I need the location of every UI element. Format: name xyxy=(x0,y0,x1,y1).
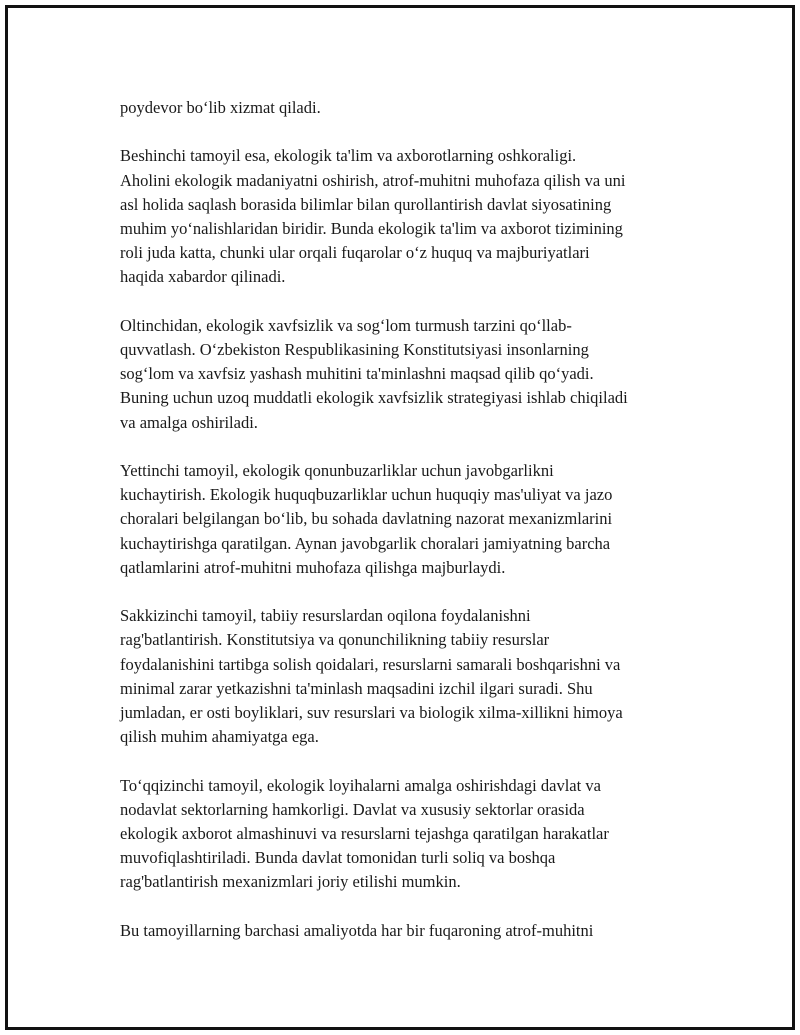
text-line: Yettinchi tamoyil, ekologik qonunbuzarliklar uchun javobgarlikni xyxy=(120,461,554,480)
text-line: minimal zarar yetkazishni ta'minlash maqsadini izchil ilgari suradi. Shu xyxy=(120,678,593,698)
text-line: sog‘lom va xavfsiz yashash muhitini ta'minlashni maqsad qilib qo‘yadi. xyxy=(120,364,594,384)
text-line: Oltinchidan, ekologik xavfsizlik va sog‘lom turmush tarzini qo‘llab- xyxy=(120,315,572,335)
text-line: rag'batlantirish mexanizmlari joriy etilishi mumkin. xyxy=(120,872,461,892)
text-line: roli juda katta, chunki ular orqali fuqarolar o‘z huquq va majburiyatlari xyxy=(120,243,590,263)
text-line: muvofiqlashtiriladi. Bunda davlat tomonidan turli soliq va boshqa xyxy=(120,848,556,868)
text-line: rag'batlantirish. Konstitutsiya va qonunchilikning tabiiy resurslar xyxy=(120,630,550,650)
text-line: asl holida saqlash borasida bilimlar bilan qurollantirish davlat siyosatining xyxy=(120,194,612,214)
text-line: Buning uchun uzoq muddatli ekologik xavfsizlik strategiyasi ishlab chiqiladi xyxy=(120,388,628,408)
text-line: ekologik axborot almashinuvi va resurslarni tejashga qaratilgan harakatlar xyxy=(120,824,609,844)
text-line: Bu tamoyillarning barchasi amaliyotda har bir fuqaroning atrof-muhitni xyxy=(120,920,594,940)
paragraph xyxy=(120,96,700,120)
text-line: quvvatlash. O‘zbekiston Respublikasining Konstitutsiyasi insonlarning xyxy=(120,340,589,359)
text-line: Aholini ekologik madaniyatni oshirish, atrof-muhitni muhofaza qilish va uni xyxy=(120,170,626,190)
text-line: kuchaytirishga qaratilgan. Aynan javobgarlik choralari jamiyatning barcha xyxy=(120,533,611,553)
paragraph xyxy=(120,144,700,289)
text-line: Beshinchi tamoyil esa, ekologik ta'lim va axborotlarning oshkoraligi. xyxy=(120,146,577,166)
text-line: qilish muhim ahamiyatga ega. xyxy=(120,727,319,747)
text-line: va amalga oshiriladi. xyxy=(120,412,258,432)
text-line: kuchaytirish. Ekologik huquqbuzarliklar uchun huquqiy mas'uliyat va jazo xyxy=(120,485,613,505)
page-frame xyxy=(5,5,795,1030)
text-line: muhim yo‘nalishlaridan biridir. Bunda ekologik ta'lim va axborot tizimining xyxy=(120,219,623,238)
text-line: jumladan, er osti boyliklari, suv resurslari va biologik xilma-xillikni himoya xyxy=(120,703,623,723)
paragraph xyxy=(120,604,700,749)
paragraph xyxy=(120,459,700,580)
text-line: foydalanishini tartibga solish qoidalari, resurslarni samarali boshqarishni va xyxy=(120,654,621,674)
text-line: qatlamlarini atrof-muhitni muhofaza qilishga majburlaydi. xyxy=(120,557,506,577)
paragraph xyxy=(120,919,700,943)
paragraph xyxy=(120,774,700,895)
paragraph xyxy=(120,314,700,435)
text-line: poydevor bo‘lib xizmat qiladi. xyxy=(120,98,321,117)
text-line: haqida xabardor qilinadi. xyxy=(120,267,286,287)
text-line: Sakkizinchi tamoyil, tabiiy resurslardan oqilona foydalanishni xyxy=(120,606,531,626)
text-line: choralari belgilangan bo‘lib, bu sohada davlatning nazorat mexanizmlarini xyxy=(120,509,613,529)
text-line: nodavlat sektorlarning hamkorligi. Davlat va xususiy sektorlar orasida xyxy=(120,799,585,819)
text-line: To‘qqizinchi tamoyil, ekologik loyihalarni amalga oshirishdagi davlat va xyxy=(120,775,601,795)
document-body xyxy=(120,96,700,967)
